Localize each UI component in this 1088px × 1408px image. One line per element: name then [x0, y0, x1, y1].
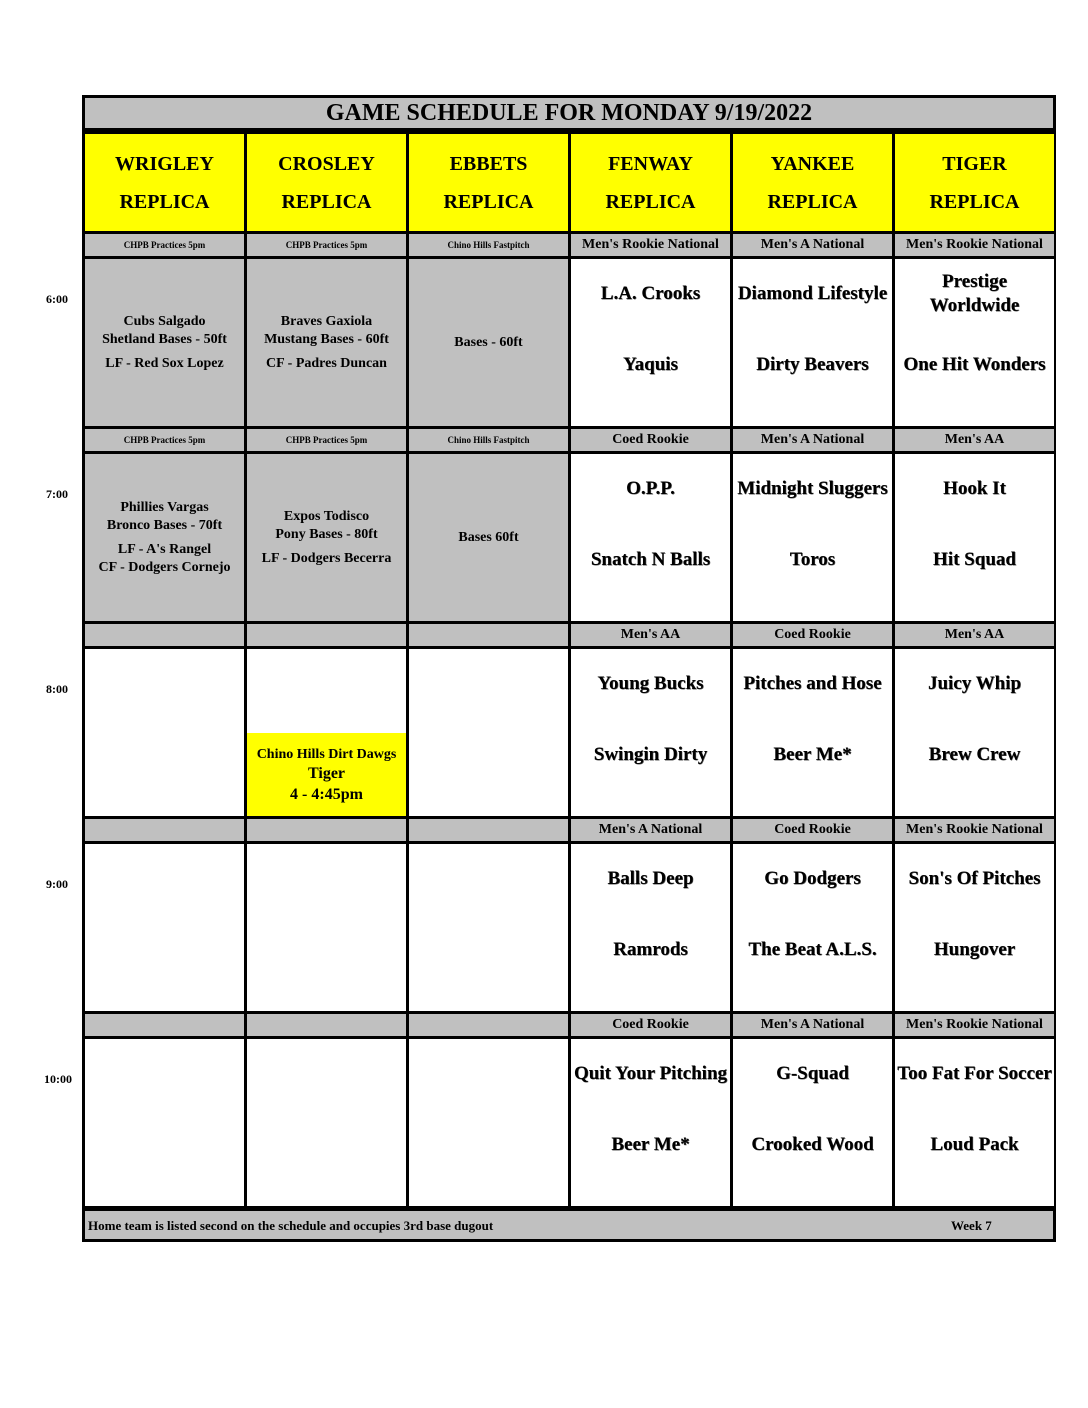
- practice-cell: [85, 454, 244, 621]
- empty-cell: [247, 844, 406, 1011]
- practice-line: Bases - 60ft: [454, 334, 523, 350]
- league-band: Men's A National: [733, 1014, 892, 1036]
- league-band: Chino Hills Fastpitch: [409, 429, 568, 451]
- game-cell: [733, 649, 892, 816]
- league-band: Men's Rookie National: [895, 819, 1054, 841]
- home-team: Snatch N Balls: [590, 549, 711, 570]
- field-name: CROSLEY: [278, 152, 375, 175]
- away-team: Midnight Sluggers: [737, 478, 888, 499]
- league-band: [247, 1014, 406, 1036]
- practice-cell: [247, 259, 406, 426]
- away-team: Balls Deep: [607, 868, 694, 889]
- home-team: Brew Crew: [928, 744, 1021, 765]
- footer-note: Home team is listed second on the schedule and occupies 3rd base dugout: [88, 1218, 494, 1233]
- league-band: Coed Rookie: [571, 429, 730, 451]
- home-team: Loud Pack: [930, 1134, 1019, 1155]
- reservation-line: Chino Hills Dirt Dawgs: [256, 747, 397, 762]
- away-team: Pitches and Hose: [743, 673, 882, 694]
- week-label: Week 7: [951, 1218, 992, 1233]
- away-team: L.A. Crooks: [600, 283, 701, 304]
- league-band: CHPB Practices 5pm: [247, 429, 406, 451]
- practice-line: Bases 60ft: [458, 529, 519, 545]
- league-band: CHPB Practices 5pm: [247, 234, 406, 256]
- field-subtitle: REPLICA: [605, 190, 696, 213]
- game-cell: [571, 1039, 730, 1206]
- home-team: Hit Squad: [933, 549, 1016, 570]
- practice-line: Mustang Bases - 60ft: [264, 331, 389, 347]
- practice-cell: [247, 454, 406, 621]
- practice-line: LF - Dodgers Becerra: [261, 550, 392, 566]
- league-band: [85, 819, 244, 841]
- game-cell: [733, 259, 892, 426]
- away-team: Prestige Worldwide: [929, 271, 1020, 316]
- away-team: Go Dodgers: [764, 868, 861, 889]
- league-band: Coed Rookie: [733, 819, 892, 841]
- game-cell: [895, 844, 1054, 1011]
- home-team: Toros: [789, 549, 836, 570]
- league-band: CHPB Practices 5pm: [85, 429, 244, 451]
- home-team: Beer Me*: [773, 744, 852, 765]
- league-band: [409, 624, 568, 646]
- away-team: Hook It: [943, 478, 1006, 499]
- league-band: Men's Rookie National: [895, 234, 1054, 256]
- game-cell: [733, 844, 892, 1011]
- field-header-fenway: [571, 134, 730, 231]
- practice-line: Pony Bases - 80ft: [275, 526, 378, 542]
- empty-cell: [85, 1039, 244, 1206]
- field-subtitle: REPLICA: [443, 190, 534, 213]
- practice-line: Cubs Salgado: [123, 313, 206, 329]
- league-band: [85, 1014, 244, 1036]
- practice-line: CF - Dodgers Cornejo: [98, 559, 231, 575]
- game-cell: [733, 1039, 892, 1206]
- game-cell: [895, 259, 1054, 426]
- away-team: G-Squad: [776, 1063, 849, 1084]
- practice-line: Braves Gaxiola: [280, 313, 373, 329]
- field-subtitle: REPLICA: [119, 190, 210, 213]
- practice-line: LF - A's Rangel: [117, 541, 212, 557]
- practice-line: Phillies Vargas: [120, 499, 209, 515]
- empty-cell: [85, 844, 244, 1011]
- time-label: 10:00: [44, 1072, 72, 1086]
- away-team: O.P.P.: [626, 478, 675, 499]
- home-team: Yaquis: [623, 354, 678, 375]
- time-label: 7:00: [46, 487, 68, 501]
- practice-cell: [409, 454, 568, 621]
- league-band: Men's Rookie National: [895, 1014, 1054, 1036]
- field-header-tiger: [895, 134, 1054, 231]
- empty-cell: [409, 844, 568, 1011]
- league-band: [247, 624, 406, 646]
- practice-cell: [409, 259, 568, 426]
- league-band: Men's Rookie National: [571, 234, 730, 256]
- field-name: WRIGLEY: [115, 152, 214, 175]
- schedule-table: [82, 95, 1056, 1242]
- time-label: 8:00: [46, 682, 68, 696]
- home-team: Ramrods: [613, 939, 688, 960]
- league-band: Men's A National: [733, 429, 892, 451]
- home-team: One Hit Wonders: [903, 354, 1046, 375]
- reservation-line: Tiger: [307, 765, 346, 782]
- game-cell: [895, 1039, 1054, 1206]
- league-band: [409, 1014, 568, 1036]
- empty-cell: [409, 1039, 568, 1206]
- away-team: Son's Of Pitches: [908, 868, 1041, 889]
- practice-line: LF - Red Sox Lopez: [105, 355, 224, 371]
- time-column: [0, 0, 82, 1408]
- field-name: FENWAY: [608, 152, 693, 175]
- practice-cell: [85, 259, 244, 426]
- practice-line: CF - Padres Duncan: [266, 355, 387, 371]
- home-team: Dirty Beavers: [756, 354, 869, 375]
- empty-cell: [409, 649, 568, 816]
- away-team: Diamond Lifestyle: [737, 283, 888, 304]
- time-label: 9:00: [46, 877, 68, 891]
- empty-cell: [85, 649, 244, 816]
- page-title: GAME SCHEDULE FOR MONDAY 9/19/2022: [85, 98, 1053, 131]
- league-band: Men's AA: [571, 624, 730, 646]
- field-header-crosley: [247, 134, 406, 231]
- away-team: Too Fat For Soccer: [897, 1063, 1052, 1084]
- league-band: [409, 819, 568, 841]
- league-band: Men's A National: [571, 819, 730, 841]
- footer-bar: [85, 1208, 1053, 1239]
- game-cell: [571, 844, 730, 1011]
- home-team: Hungover: [933, 939, 1016, 960]
- league-band: Chino Hills Fastpitch: [409, 234, 568, 256]
- practice-line: Bronco Bases - 70ft: [106, 517, 223, 533]
- league-band: CHPB Practices 5pm: [85, 234, 244, 256]
- game-cell: [895, 454, 1054, 621]
- league-band: Men's AA: [895, 624, 1054, 646]
- field-subtitle: REPLICA: [281, 190, 372, 213]
- league-band: Men's A National: [733, 234, 892, 256]
- field-header-wrigley: [85, 134, 244, 231]
- home-team: Swingin Dirty: [593, 744, 708, 765]
- game-cell: [571, 454, 730, 621]
- field-subtitle: REPLICA: [767, 190, 858, 213]
- home-team: Beer Me*: [611, 1134, 690, 1155]
- field-name: EBBETS: [449, 152, 528, 175]
- field-name: TIGER: [942, 152, 1007, 175]
- home-team: The Beat A.L.S.: [748, 939, 877, 960]
- empty-cell: [247, 1039, 406, 1206]
- away-team: Young Bucks: [597, 673, 704, 694]
- field-name: YANKEE: [770, 152, 855, 175]
- game-cell: [733, 454, 892, 621]
- league-band: Men's AA: [895, 429, 1054, 451]
- league-band: [247, 819, 406, 841]
- field-header-yankee: [733, 134, 892, 231]
- time-label: 6:00: [46, 292, 68, 306]
- league-band: [85, 624, 244, 646]
- reservation-box: [247, 733, 406, 816]
- away-team: Juicy Whip: [927, 673, 1022, 694]
- practice-line: Shetland Bases - 50ft: [102, 331, 227, 347]
- practice-line: Expos Todisco: [283, 508, 370, 524]
- field-subtitle: REPLICA: [929, 190, 1020, 213]
- league-band: Coed Rookie: [571, 1014, 730, 1036]
- away-team: Quit Your Pitching: [573, 1063, 728, 1084]
- reservation-line: 4 - 4:45pm: [290, 786, 363, 803]
- game-cell: [571, 649, 730, 816]
- home-team: Crooked Wood: [751, 1134, 874, 1155]
- league-band: Coed Rookie: [733, 624, 892, 646]
- field-header-ebbets: [409, 134, 568, 231]
- game-cell: [571, 259, 730, 426]
- game-cell: [895, 649, 1054, 816]
